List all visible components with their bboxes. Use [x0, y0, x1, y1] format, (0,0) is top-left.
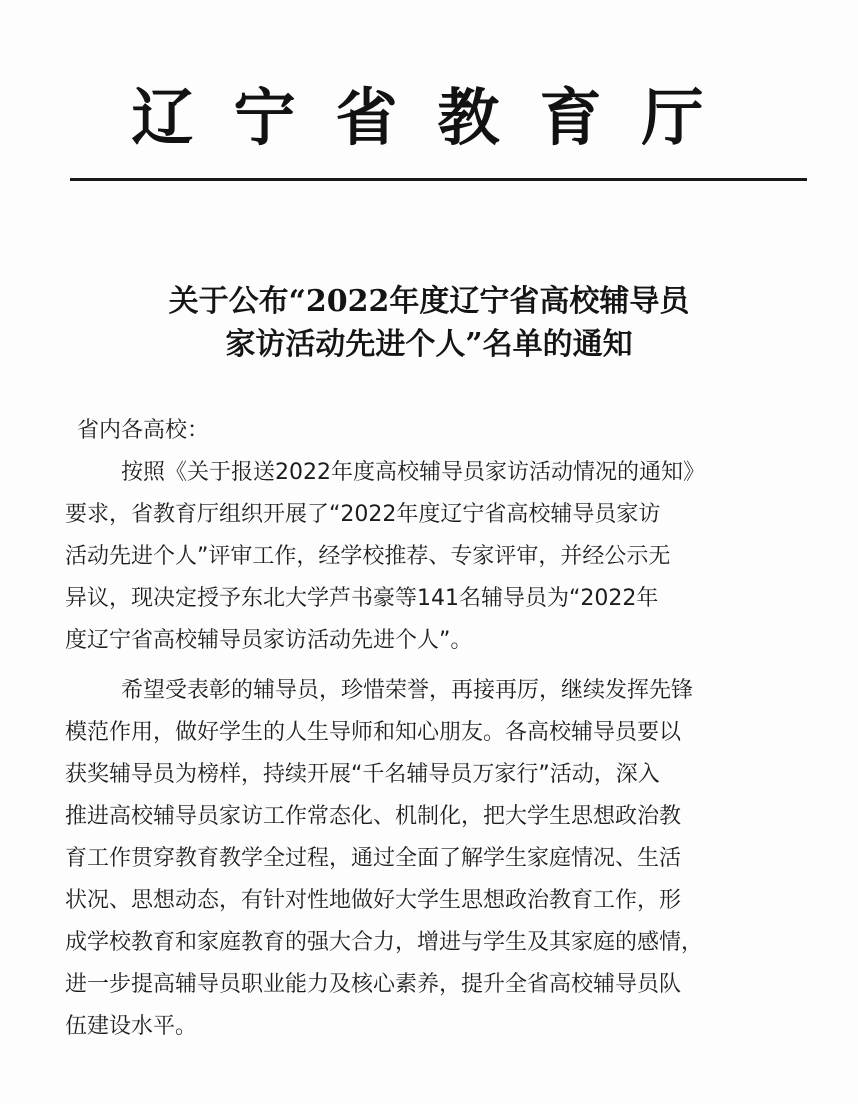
document-body: [65, 410, 795, 1048]
letterhead-divider: [70, 178, 807, 181]
paragraph-1-line: 度辽宁省高校辅导员家访活动先进个人”。: [65, 628, 473, 653]
document-title-line-2: 家访活动先进个人”名单的通知: [225, 327, 633, 362]
paragraph-1-line: 活动先进个人”评审工作，经学校推荐、专家评审，并经公示无: [65, 544, 671, 569]
paragraph-2-line: 获奖辅导员为榜样，持续开展“千名辅导员万家行”活动，深入: [65, 762, 660, 787]
paragraph-2-line: 进一步提高辅导员职业能力及核心素养，提升全省高校辅导员队: [65, 972, 682, 997]
paragraph-2-line: 育工作贯穿教育教学全过程，通过全面了解学生家庭情况、生活: [65, 846, 682, 871]
paragraph-1-line: 异议，现决定授予东北大学芦书豪等141名辅导员为“2022年: [65, 586, 659, 611]
paragraph-2-line: 成学校教育和家庭教育的强大合力，增进与学生及其家庭的感情，: [65, 930, 704, 955]
paragraph-1-line: 要求，省教育厅组织开展了“2022年度辽宁省高校辅导员家访: [65, 502, 661, 527]
letterhead-title: 辽宁省教育厅: [131, 81, 744, 154]
paragraph-1: [65, 452, 795, 662]
paragraph-2-line: 推进高校辅导员家访工作常态化、机制化，把大学生思想政治教: [65, 804, 682, 829]
salutation: 省内各高校：: [77, 418, 210, 443]
paragraph-2-line: 伍建设水平。: [65, 1014, 198, 1039]
paragraph-2-line: 模范作用，做好学生的人生导师和知心朋友。各高校辅导员要以: [65, 720, 682, 745]
paragraph-spacer: [65, 662, 795, 670]
document-title-line-1: 关于公布“2022年度辽宁省高校辅导员: [168, 284, 690, 319]
paragraph-2: [65, 670, 795, 1048]
paragraph-2-line: 希望受表彰的辅导员，珍惜荣誉，再接再厉，继续发挥先锋: [121, 678, 694, 703]
paragraph-2-line: 状况、思想动态，有针对性地做好大学生思想政治教育工作，形: [65, 888, 682, 913]
document-title: [40, 280, 818, 366]
paragraph-1-line: 按照《关于报送2022年度高校辅导员家访活动情况的通知》: [121, 460, 705, 485]
